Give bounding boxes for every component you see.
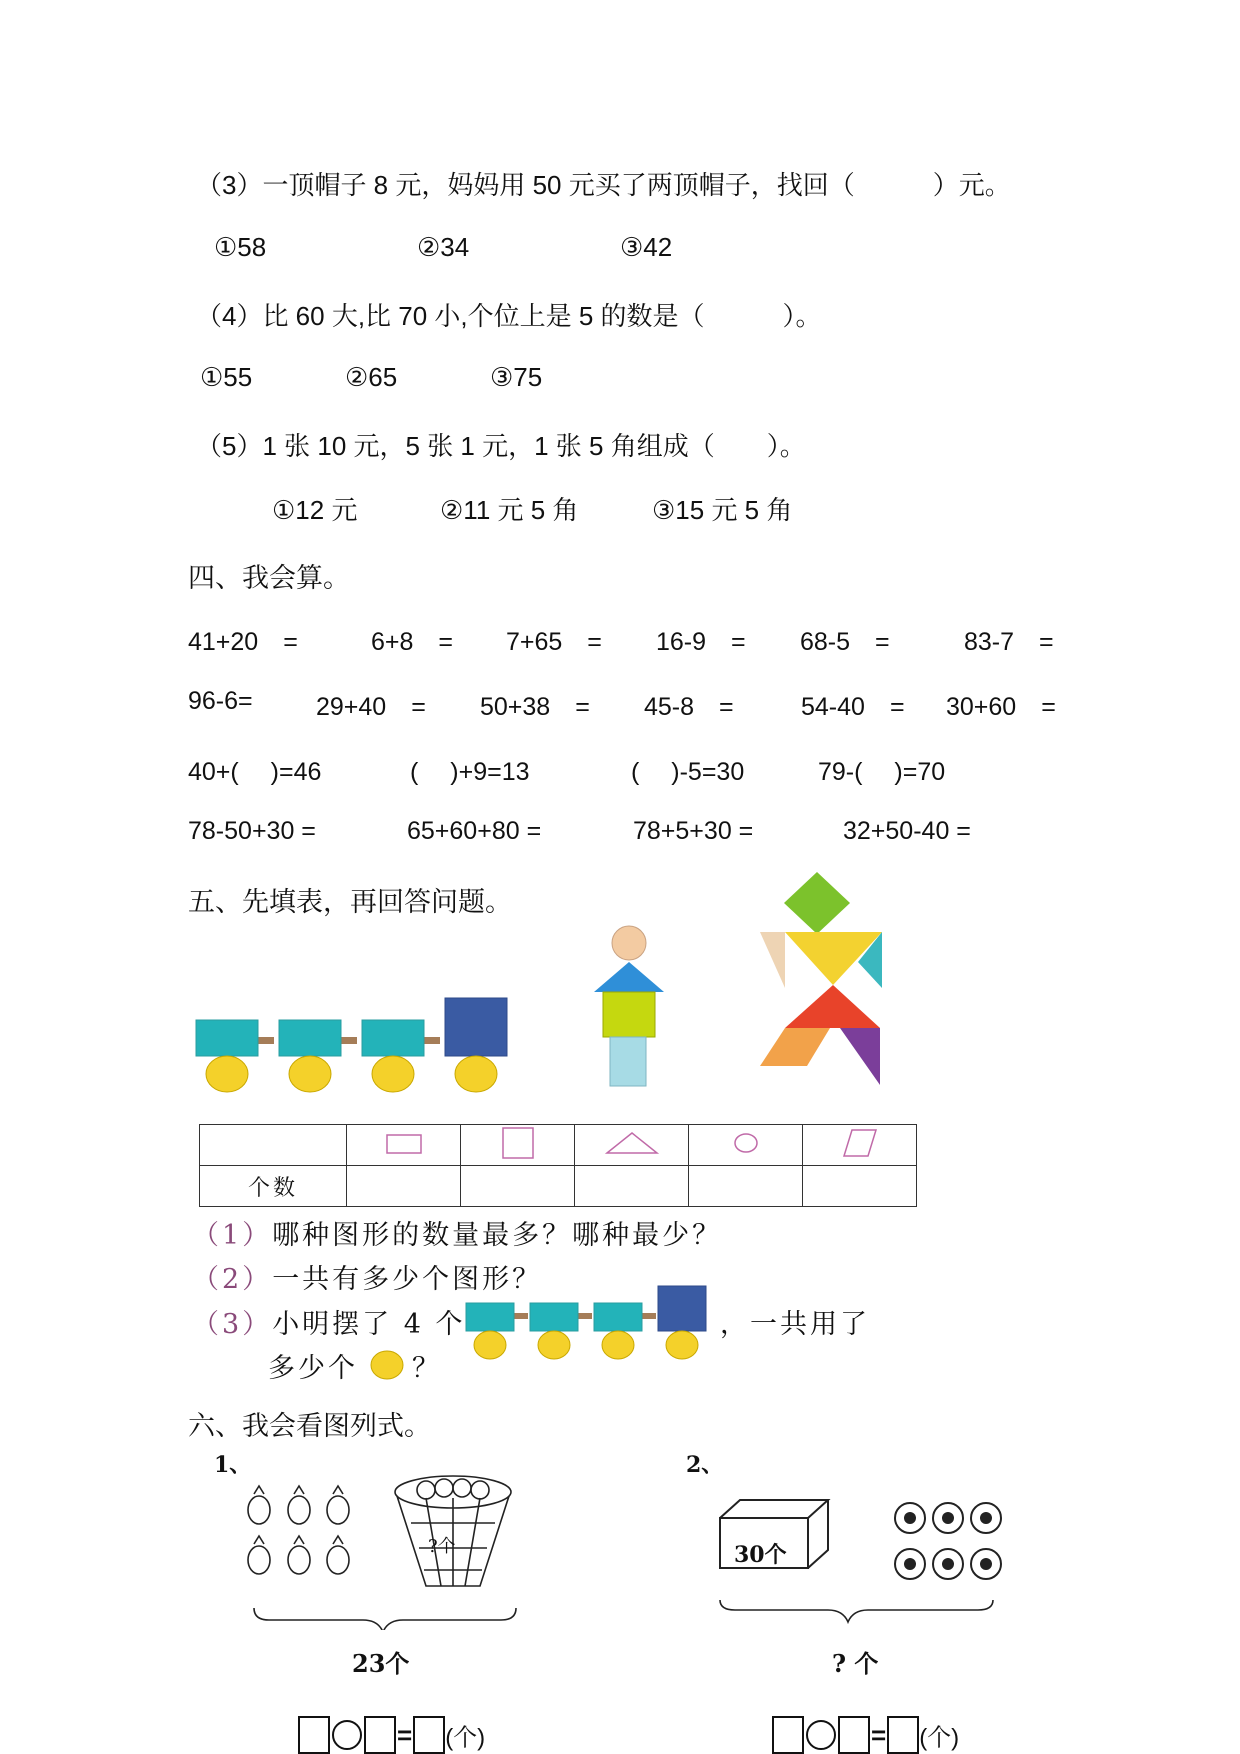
calc-blank-item: ( )+9=13 — [410, 758, 530, 786]
circle-header — [689, 1125, 803, 1166]
q4-option-1: ①55 — [200, 362, 253, 392]
basket-unknown: ?个 — [428, 1536, 456, 1557]
calc-item: 50+38 = — [480, 693, 590, 721]
s5-question-2: （2）一共有多少个图形？ — [192, 1264, 543, 1295]
question-5-stem: （5）1 张 10 元，5 张 1 元，1 张 5 角组成（ ）。 — [196, 431, 806, 461]
section-4-title: 四、我会算。 — [188, 563, 350, 594]
soccer-ball-icons — [895, 1503, 1001, 1579]
equals-sign: = — [397, 1719, 413, 1750]
problem-1-equation — [298, 1716, 485, 1754]
problem-2-total: ? 个 — [832, 1649, 879, 1678]
calc-mixed-item: 78+5+30 = — [633, 817, 754, 845]
calc-item: 54-40 = — [801, 693, 905, 721]
operator-circle[interactable] — [332, 1720, 362, 1750]
radish-icons — [248, 1486, 349, 1574]
answer-box[interactable] — [413, 1716, 445, 1754]
triangle-header — [575, 1125, 689, 1166]
count-cell-rectangle[interactable] — [347, 1166, 461, 1207]
equals-sign: = — [871, 1719, 887, 1750]
problem-1-total: 23个 — [352, 1649, 410, 1678]
square-icon — [498, 1126, 538, 1160]
calc-mixed-item: 32+50-40 = — [843, 817, 971, 845]
q5-option-3: ③15 元 5 角 — [652, 495, 793, 525]
s5-question-3: （3）小明摆了 4 个 — [192, 1309, 466, 1340]
calc-blank-item: 40+( )=46 — [188, 758, 322, 786]
robot-figure — [588, 925, 678, 1100]
parallelogram-header — [803, 1125, 917, 1166]
calc-mixed-item: 65+60+80 = — [407, 817, 542, 845]
calc-blank-item: 79-( )=70 — [818, 758, 946, 786]
circle-icon — [731, 1130, 761, 1156]
parallelogram-icon — [840, 1127, 880, 1159]
shape-count-table — [199, 1124, 917, 1207]
calc-item: 96-6= — [188, 687, 253, 715]
calc-item: 6+8 = — [371, 628, 454, 656]
answer-box[interactable] — [364, 1716, 396, 1754]
q4-option-3: ③75 — [490, 362, 543, 392]
calc-item: 41+20 = — [188, 628, 298, 656]
unit-label: (个) — [919, 1724, 960, 1752]
small-train-icon — [464, 1283, 709, 1363]
count-cell-circle[interactable] — [689, 1166, 803, 1207]
problem-2-label: 2、 — [686, 1452, 724, 1478]
s5-question-3-mark: ？ — [412, 1353, 442, 1384]
box-quantity: 30个 — [734, 1542, 787, 1568]
q3-option-3: ③42 — [620, 232, 673, 262]
brace-icon — [254, 1608, 516, 1630]
q5-option-1: ①12 元 — [272, 495, 358, 525]
train-figure — [190, 990, 520, 1100]
basket-icon — [395, 1476, 511, 1586]
calc-item: 83-7 = — [964, 628, 1054, 656]
s5-question-3-line2: 多少个 — [268, 1353, 358, 1384]
triangle-icon — [604, 1130, 660, 1156]
unit-label: (个) — [445, 1724, 486, 1752]
calc-item: 45-8 = — [644, 693, 734, 721]
q3-option-1: ①58 — [214, 232, 267, 262]
count-cell-parallelogram[interactable] — [803, 1166, 917, 1207]
problem-1-label: 1、 — [214, 1452, 252, 1478]
problem-1-figure — [236, 1468, 552, 1630]
question-3-stem: （3）一顶帽子 8 元，妈妈用 50 元买了两顶帽子，找回（ ）元。 — [196, 170, 1011, 200]
operator-circle[interactable] — [806, 1720, 836, 1750]
problem-2-equation — [772, 1716, 959, 1754]
answer-box[interactable] — [887, 1716, 919, 1754]
tangram-figure — [730, 870, 900, 1100]
rectangle-icon — [384, 1131, 424, 1155]
count-cell-square[interactable] — [461, 1166, 575, 1207]
s5-question-3-cont: ，一共用了 — [720, 1309, 870, 1340]
calc-blank-item: ( )-5=30 — [631, 758, 745, 786]
section-6-title: 六、我会看图列式。 — [188, 1411, 431, 1442]
calc-item: 16-9 = — [656, 628, 746, 656]
calc-item: 30+60 = — [946, 693, 1056, 721]
count-cell-triangle[interactable] — [575, 1166, 689, 1207]
calc-item: 7+65 = — [506, 628, 602, 656]
square-header — [461, 1125, 575, 1166]
section-5-title: 五、先填表，再回答问题。 — [188, 887, 512, 918]
answer-box[interactable] — [838, 1716, 870, 1754]
s5-question-1: （1）哪种图形的数量最多？哪种最少？ — [192, 1220, 723, 1251]
calc-mixed-item: 78-50+30 = — [188, 817, 316, 845]
question-4-stem: （4）比 60 大,比 70 小,个位上是 5 的数是（ ）。 — [196, 301, 822, 331]
answer-box[interactable] — [298, 1716, 330, 1754]
table-header-blank — [200, 1125, 347, 1166]
calc-item: 68-5 = — [800, 628, 890, 656]
answer-box[interactable] — [772, 1716, 804, 1754]
q3-option-2: ②34 — [417, 232, 470, 262]
yellow-circle-icon — [368, 1348, 408, 1382]
rectangle-header — [347, 1125, 461, 1166]
count-row-label: 个数 — [200, 1166, 347, 1207]
q5-option-2: ②11 元 5 角 — [440, 495, 579, 525]
calc-item: 29+40 = — [316, 693, 426, 721]
brace-icon — [720, 1600, 993, 1622]
q4-option-2: ②65 — [345, 362, 398, 392]
